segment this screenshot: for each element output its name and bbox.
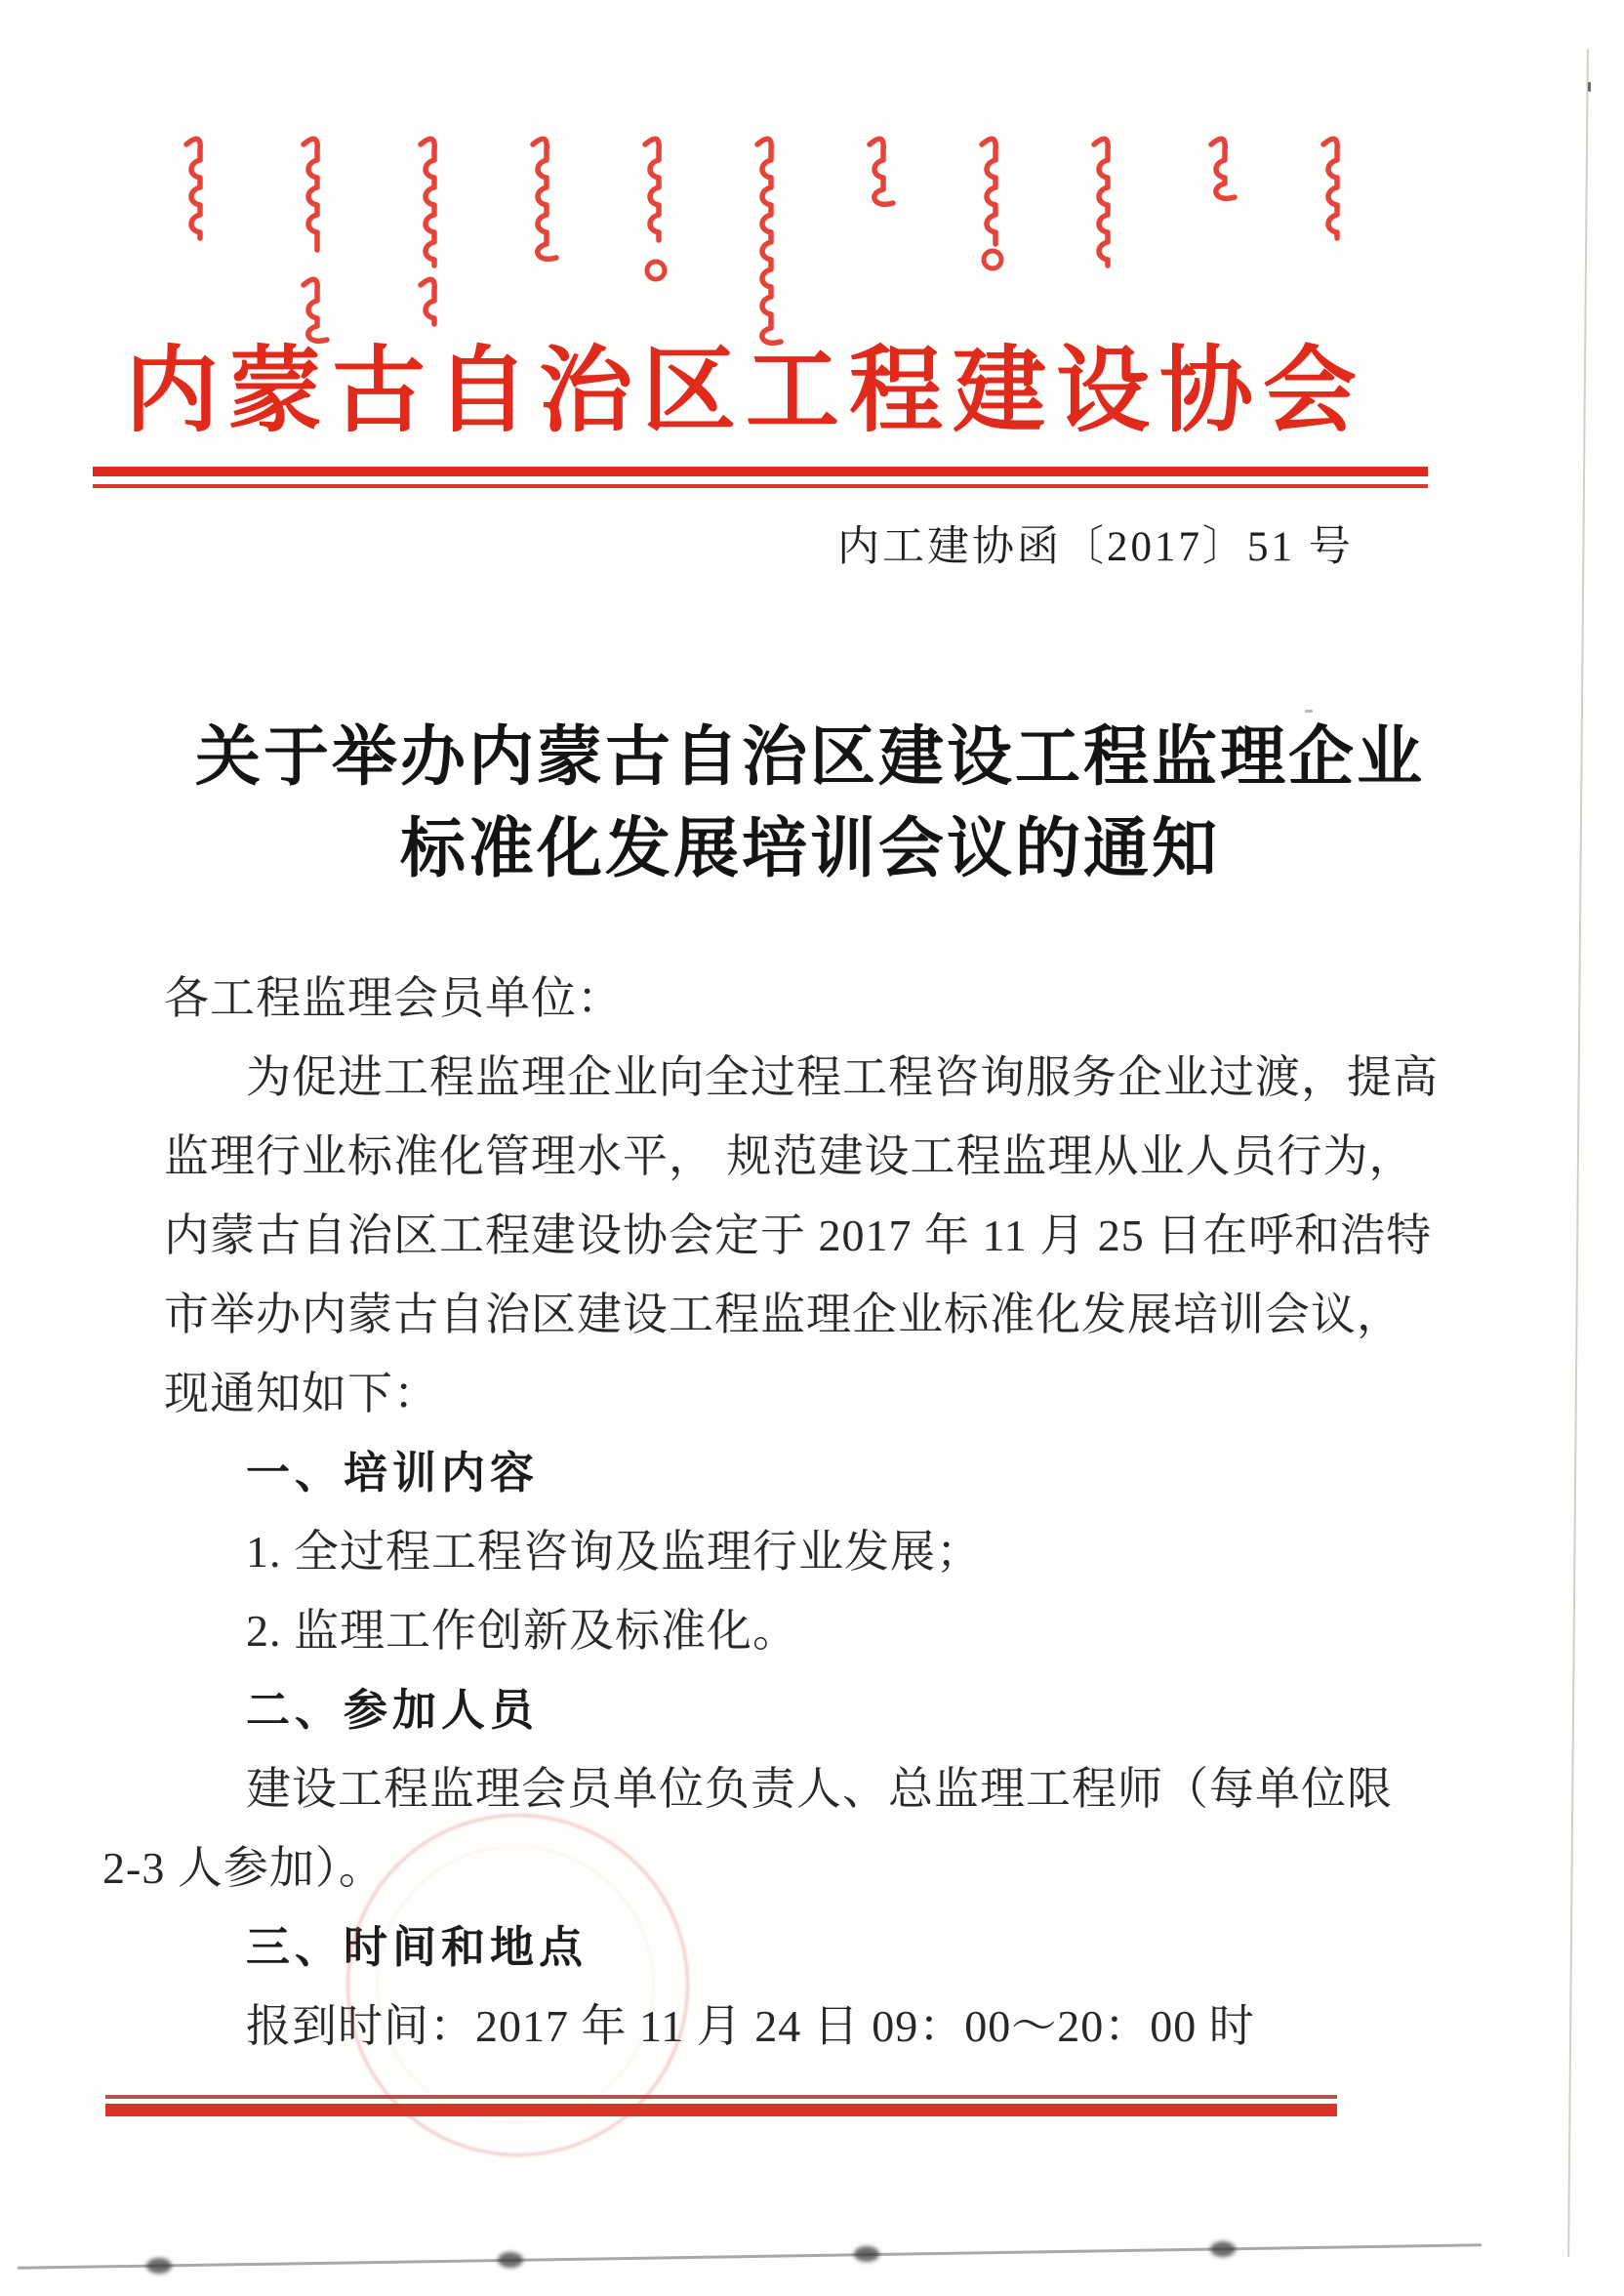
body-line: 现通知如下： bbox=[164, 1369, 439, 1418]
mongolian-word-glyph bbox=[870, 139, 893, 204]
body-line: 2-3 人参加）。 bbox=[102, 1843, 385, 1893]
org-title: 内蒙古自治区工程建设协会 bbox=[125, 339, 1366, 443]
header-divider-thin bbox=[93, 484, 1428, 488]
body-line: 内蒙古自治区工程建设协会定于 2017 年 11 月 25 日在呼和浩特 bbox=[164, 1210, 1433, 1260]
body-line: 各工程监理会员单位： bbox=[164, 973, 623, 1023]
body-line: 报到时间：2017 年 11 月 24 日 09：00～20：00 时 bbox=[246, 2001, 1255, 2051]
scan-bottom-edge-shadow bbox=[18, 2243, 1482, 2270]
header-divider-thick bbox=[93, 467, 1428, 476]
mongolian-word-glyph bbox=[984, 251, 1001, 268]
body-text bbox=[0, 959, 1624, 2066]
mongolian-word-glyph bbox=[982, 139, 995, 244]
scan-speck bbox=[1588, 82, 1591, 92]
body-line: 二、参加人员 bbox=[246, 1685, 540, 1735]
body-line: 市举办内蒙古自治区建设工程监理企业标准化发展培训会议， bbox=[164, 1290, 1402, 1339]
footer-divider-thick bbox=[105, 2104, 1337, 2116]
mongolian-script-header bbox=[132, 125, 1430, 359]
scan-smudge bbox=[854, 2246, 879, 2262]
document-title-line1: 关于举办内蒙古自治区建设工程监理企业 bbox=[195, 720, 1425, 794]
mongolian-word-glyph bbox=[304, 139, 317, 250]
body-line: 监理行业标准化管理水平， 规范建设工程监理从业人员行为， bbox=[164, 1131, 1415, 1181]
scan-smudge bbox=[1210, 2241, 1236, 2257]
official-seal-inner-ring bbox=[377, 1846, 654, 2123]
body-line: 建设工程监理会员单位负责人、总监理工程师（每单位限 bbox=[246, 1764, 1393, 1814]
mongolian-word-glyph bbox=[304, 279, 327, 341]
mongolian-word-glyph bbox=[186, 139, 200, 238]
body-line: 一、培训内容 bbox=[246, 1448, 540, 1497]
body-line: 三、时间和地点 bbox=[246, 1922, 589, 1972]
mongolian-word-glyph bbox=[421, 279, 434, 324]
body-line: 2. 监理工作创新及标准化。 bbox=[246, 1606, 798, 1656]
scan-smudge bbox=[146, 2258, 172, 2274]
document-title-line2: 标准化发展培训会议的通知 bbox=[400, 812, 1220, 885]
mongolian-word-glyph bbox=[1094, 139, 1108, 266]
mongolian-word-glyph bbox=[1211, 139, 1235, 198]
mongolian-word-glyph bbox=[647, 262, 665, 279]
body-line: 为促进工程监理企业向全过程工程咨询服务企业过渡，提高 bbox=[246, 1052, 1439, 1102]
doc-number: 内工建协函〔2017〕51 号 bbox=[837, 524, 1354, 570]
scan-smudge bbox=[498, 2252, 523, 2268]
footer-divider-thin bbox=[105, 2095, 1337, 2099]
mongolian-word-glyph bbox=[421, 139, 434, 266]
body-line: 1. 全过程工程咨询及监理行业发展； bbox=[246, 1527, 982, 1577]
mongolian-word-glyph bbox=[1323, 139, 1337, 238]
scan-speck bbox=[1305, 710, 1313, 713]
mongolian-word-glyph bbox=[645, 139, 659, 240]
mongolian-word-glyph bbox=[533, 139, 556, 259]
mongolian-word-glyph bbox=[757, 139, 781, 343]
